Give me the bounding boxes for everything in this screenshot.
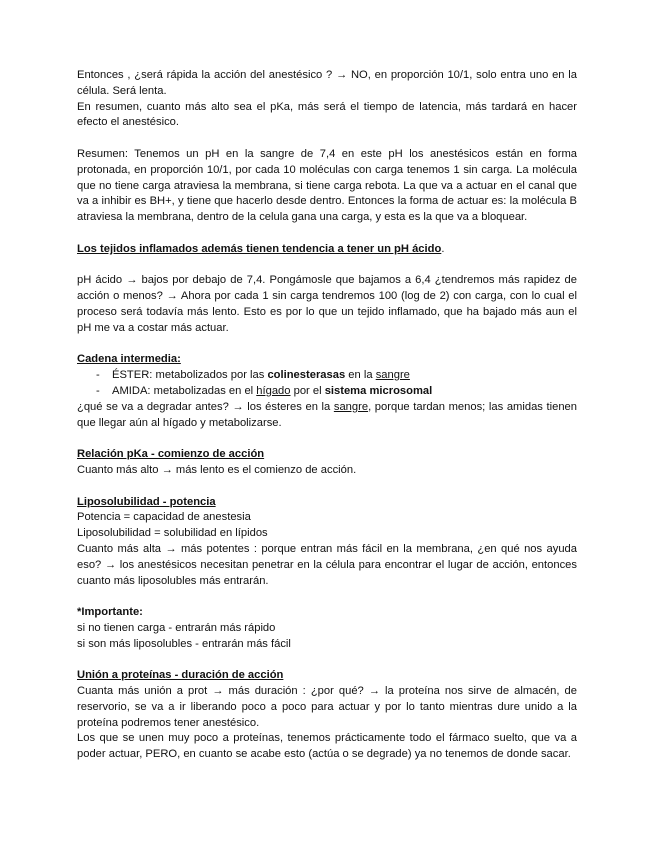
ester-mid: en la	[345, 369, 376, 382]
ester-underlined: sangre	[375, 369, 410, 382]
inflamed-heading-line	[77, 242, 577, 258]
important-heading: *Importante:	[77, 606, 143, 619]
ester-prefix: ÉSTER: metabolizados por las	[112, 369, 268, 382]
question-suffix: , porque tardan menos; las amidas tienen que llegar aún al hígado y metabolizarse.	[77, 400, 577, 429]
pka-text: Cuanto más alto → más lento es el comienzo de acción.	[77, 463, 357, 476]
lipo-line-1: Potencia = capacidad de anestesia	[77, 511, 251, 524]
lipo-paragraph: Cuanto más alta → más potentes : porque entran más fácil en la membrana, ¿en qué nos ayuda eso? → los anestésicos necesitan penetrar en la célula para encontrar el lugar de acción, entonces cuanto más liposolubles más entrarán.	[77, 542, 577, 587]
proteins-paragraph-2: Los que se unen muy poco a proteínas, tenemos prácticamente todo el fármaco suelto, que va a poder actuar, PERO, en cuanto se acabe esto (actúa o se degrade) ya no tenemos de donde sacar.	[77, 732, 577, 761]
ester-bold: colinesterasas	[267, 369, 346, 382]
chain-list	[77, 368, 577, 400]
question-underlined: sangre	[333, 400, 369, 413]
pka-heading: Relación pKa - comienzo de acción	[77, 448, 265, 461]
list-item-amida	[98, 384, 577, 400]
amida-prefix: AMIDA: metabolizadas en el	[112, 384, 257, 397]
proteins-heading: Unión a proteínas - duración de acción	[77, 669, 284, 682]
important-line-1: si no tienen carga - entrarán más rápido	[77, 621, 276, 634]
list-item-ester	[98, 368, 577, 384]
lipo-line-2: Liposolubilidad = solubilidad en lípidos	[77, 527, 268, 540]
inflamed-paragraph: pH ácido → bajos por debajo de 7,4. Pongámosle que bajamos a 6,4 ¿tendremos más rapidez de acción o menos? → Ahora por cada 1 sin carga tendremos 100 (log de 2) con carga, con lo cual el proceso será todavía más lento. Esto es por lo que un tejido inflamado, que ha bajado más aun el pH me va a costar más actuar.	[77, 274, 577, 334]
question-prefix: ¿qué se va a degradar antes? → los ésteres en la	[77, 400, 334, 413]
chain-heading: Cadena intermedia:	[77, 353, 181, 366]
amida-mid: por el	[290, 384, 325, 397]
intro-paragraph-1: Entonces , ¿será rápida la acción del anestésico ? → NO, en proporción 10/1, solo entra uno en la célula. Será lenta.	[77, 69, 577, 97]
intro-paragraph-2: En resumen, cuanto más alto sea el pKa, más será el tiempo de latencia, más tardará en hacer efecto el anestésico.	[77, 100, 577, 129]
summary-paragraph: Resumen: Tenemos un pH en la sangre de 7,4 en este pH los anestésicos están en forma protonada, en proporción 10/1, por cada 10 moléculas con carga tenemos 1 sin carga. La molécula que no tiene carga atraviesa la membrana, si tiene carga rebota. La que va a actuar en el canal que va a inhibir es BH+, y tiene que hacerlo desde dentro. Entonces la forma de actuar es: la molécula B atraviesa la membrana, dentro de la celula gana una carga, y esta es la que va a bloquear.	[77, 147, 577, 224]
inflamed-heading-tail: .	[441, 242, 445, 255]
inflamed-heading: Los tejidos inflamados además tienen tendencia a tener un pH ácido	[77, 242, 442, 255]
proteins-paragraph-1: Cuanta más unión a prot → más duración : ¿por qué? → la proteína nos sirve de almacén, de reservorio, se va a ir liberando poco a poco para actuar y por lo tanto mientras dure unido a la proteína podremos tener anestésico.	[77, 685, 577, 729]
important-line-2: si son más liposolubles - entrarán más fácil	[77, 637, 291, 650]
chain-question	[77, 400, 577, 432]
lipo-heading: Liposolubilidad - potencia	[77, 495, 216, 508]
amida-bold: sistema microsomal	[324, 384, 433, 397]
amida-underlined: hígado	[256, 384, 291, 397]
document-page	[77, 68, 577, 763]
